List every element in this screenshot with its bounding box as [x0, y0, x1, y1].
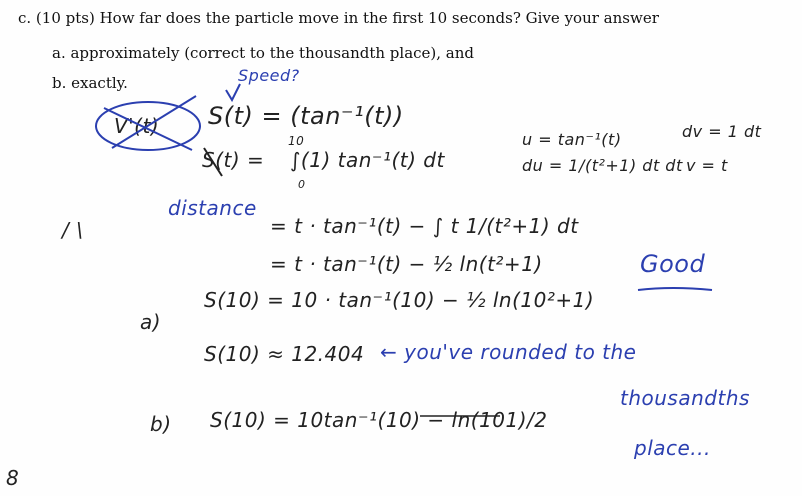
question-part-b: b. exactly. — [52, 74, 128, 92]
integral-lhs: S(t) = — [202, 148, 265, 172]
integration-step-1: = t · tan⁻¹(t) − ∫ t 1/(t²+1) dt — [270, 214, 579, 238]
part-a-line-2: S(10) ≈ 12.404 — [204, 342, 365, 366]
question-stem: c. (10 pts) How far does the particle move in the first 10 seconds? Give your answer — [18, 9, 659, 27]
integral-rhs: ∫(1) tan⁻¹(t) dt — [290, 148, 445, 172]
part-a-label: a) — [140, 310, 162, 334]
substitution-dv: dv = 1 dt — [682, 122, 762, 141]
part-a-line-1: S(10) = 10 · tan⁻¹(10) − ½ ln(10²+1) — [204, 288, 595, 312]
grader-note-rounded: ← you've rounded to the — [380, 340, 637, 364]
grader-note-thousandths: thousandths — [620, 386, 750, 410]
part-b-label: b) — [150, 412, 172, 436]
grader-note-good: Good — [640, 250, 706, 278]
integral-lower-bound: 0 — [298, 178, 306, 191]
substitution-du: du = 1/(t²+1) dt dt — [522, 156, 683, 175]
integration-step-2: = t · tan⁻¹(t) − ½ ln(t²+1) — [270, 252, 543, 276]
grader-note-place: place... — [634, 436, 711, 460]
equation-speed: S(t) = (tan⁻¹(t)) — [208, 102, 404, 130]
substitution-u: u = tan⁻¹(t) — [522, 130, 622, 149]
grader-note-distance: distance — [168, 196, 257, 220]
grader-check-mark — [226, 84, 240, 100]
margin-mark-left: / \ — [62, 218, 84, 242]
margin-mark-bottom: 8 — [6, 466, 20, 490]
grader-underline — [638, 288, 712, 290]
part-b-line: S(10) = 10tan⁻¹(10) − ln(101)/2 — [210, 408, 548, 432]
question-part-a: a. approximately (correct to the thousandth place), and — [52, 44, 475, 62]
integral-upper-bound: 10 — [288, 134, 305, 148]
grader-note-speed: Speed? — [238, 66, 300, 85]
velocity-circled: V'(t) — [114, 114, 160, 138]
substitution-v: v = t — [686, 156, 728, 175]
